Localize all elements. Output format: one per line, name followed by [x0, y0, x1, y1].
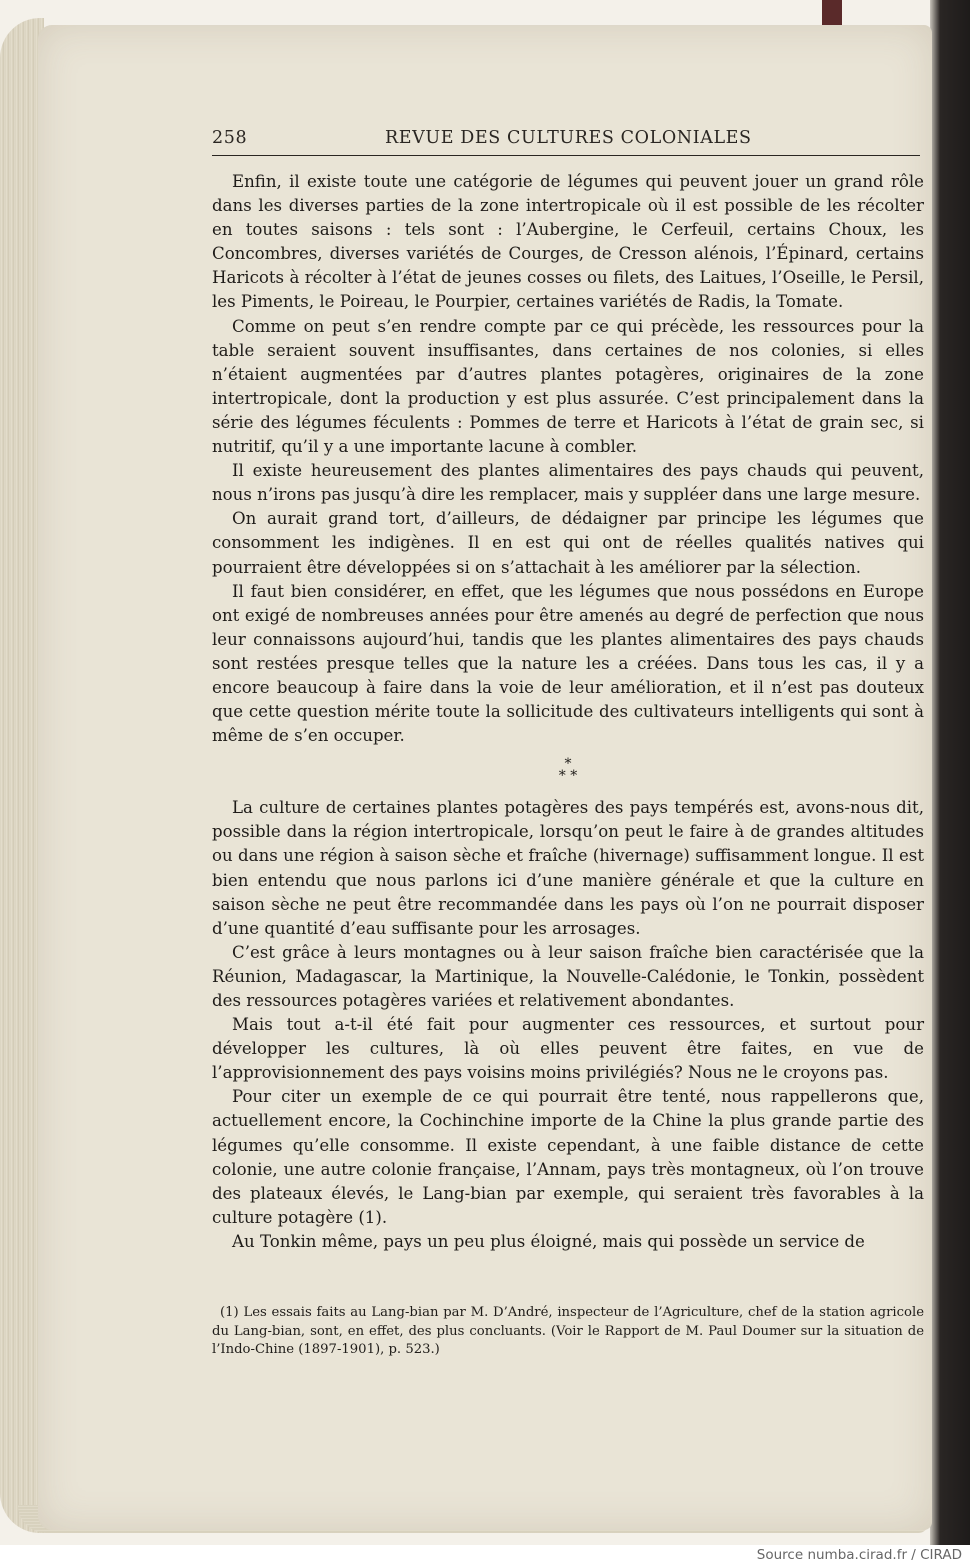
paragraph: La culture de certaines plantes potagères des pays tempérés est, avons-nous dit, possible dans la région intertropicale, lorsqu’on peut le faire à de grandes altitudes ou dans une région à saison sèche et fraîche (hivernage) suffisamment longue. Il est bien entendu que nous parlons ici d’une manière générale et que la culture en saison sèche ne peut être recommandée dans les pays où l’on ne pourrait disposer d’une quantité d’eau suffisante pour les arrosages. [212, 798, 924, 938]
paragraph: Mais tout a-t-il été fait pour augmenter ces ressources, et surtout pour développer les cultures, là où elles peuvent être faites, en vue de l’approvisionnement des pays voisins moins privilégiés? Nous ne le croyons pas. [212, 1015, 924, 1083]
footnote-text: (1) Les essais faits au Lang-bian par M. D’André, inspecteur de l’Agriculture, chef de la station agricole du Lang-bian, sont, en effet, des plus concluants. (Voir le Rapport de M. Paul Doumer sur la situation de l’Indo-Chine (1897-1901), p. 523.) [212, 1305, 924, 1357]
section-separator [212, 748, 924, 796]
footnote [212, 1304, 924, 1360]
running-title: REVUE DES CULTURES COLONIALES [385, 128, 752, 148]
paragraph: C’est grâce à leurs montagnes ou à leur saison fraîche bien caractérisée que la Réunion, Madagascar, la Martinique, la Nouvelle-Calédonie, le Tonkin, possèdent des ressources potagères variées et relativement abondantes. [212, 942, 924, 1010]
paragraph: Il faut bien considérer, en effet, que les légumes que nous possédons en Europe ont exigé de nombreuses années pour être amenés au degré de perfection que nous leur connaissons aujourd’hui, tandis que les plantes alimentaires des pays chauds sont restées presque telles que la nature les a créées. Dans tous les cas, il y a encore beaucoup à faire dans la voie de leur amélioration, et il n’est pas douteux que cette question mérite toute la sollicitude des cultivateurs intelligents qui sont à même de s’en occuper. [212, 581, 924, 746]
page-number: 258 [212, 128, 248, 148]
paragraph: On aurait grand tort, d’ailleurs, de dédaigner par principe les légumes que consomment les indigènes. Il en est qui ont de réelles qualités natives qui pourraient être développées si on s’attachait à les améliorer par la sélection. [212, 509, 924, 577]
separator-stars-bottom: * * [558, 768, 578, 785]
separator-star-top: * [564, 756, 572, 773]
paragraph: Au Tonkin même, pays un peu plus éloigné, mais qui possède un service de [232, 1231, 865, 1251]
paragraph: Pour citer un exemple de ce qui pourrait être tenté, nous rappellerons que, actuellement encore, la Cochinchine importe de la Chine la plus grande partie des légumes qu’elle consomme. Il existe cependant, à une faible distance de cette colonie, une autre colonie française, l’Annam, pays très montagneux, où l’on trouve des plateaux élevés, le Lang-bian par exemple, qui seraient très favorables à la culture potagère (1). [212, 1087, 924, 1227]
paragraph: Enfin, il existe toute une catégorie de légumes qui peuvent jouer un grand rôle dans les diverses parties de la zone intertropicale où il est possible de les récolter en toutes saisons : tels sont : l’Aubergine, le Cerfeuil, certains Choux, les Concombres, diverses variétés de Courges, de Cresson alénois, l’Épinard, certains Haricots à récolter à l’état de jeunes cosses ou filets, des Laitues, l’Oseille, le Persil, les Piments, le Poireau, le Pourpier, certaines variétés de Radis, la Tomate. [212, 172, 924, 312]
book-cover-edge [930, 0, 970, 1545]
source-caption: Source numba.cirad.fr / CIRAD [756, 1547, 962, 1563]
header-rule [212, 155, 920, 156]
body-text [212, 170, 924, 1254]
paragraph: Il existe heureusement des plantes alimentaires des pays chauds qui peuvent, nous n’irons pas jusqu’à dire les remplacer, mais y suppléer dans une large mesure. [212, 461, 924, 505]
paragraph: Comme on peut s’en rendre compte par ce qui précède, les ressources pour la table seraient souvent insuffisantes, dans certaines de nos colonies, si elles n’étaient augmentées par d’autres plantes potagères, originaires de la zone intertropicale, dont la production y est plus assurée. C’est principalement dans la série des légumes féculents : Pommes de terre et Haricots à l’état de grain sec, si nutritif, qu’il y a une importante lacune à combler. [212, 316, 924, 457]
running-header [212, 128, 920, 154]
